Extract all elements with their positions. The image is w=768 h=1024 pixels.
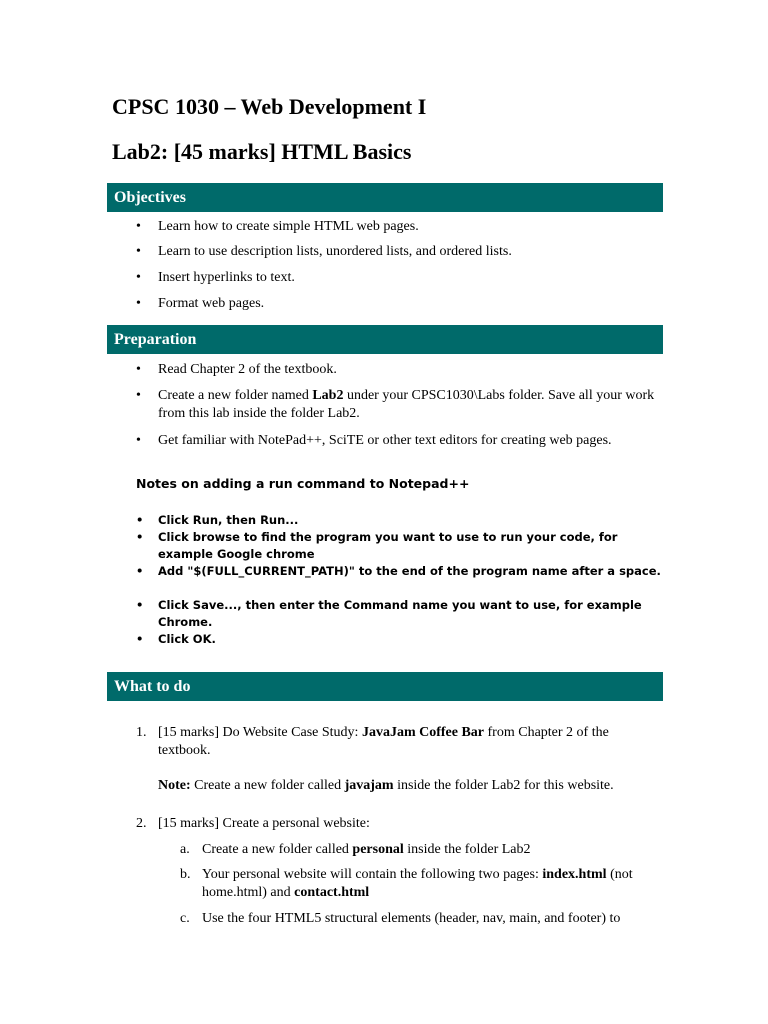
- what-to-do-heading: What to do: [107, 672, 663, 701]
- step-1-note: Note: Create a new folder called javajam inside the folder Lab2 for this website.: [158, 778, 614, 793]
- bullet-icon: •: [136, 388, 141, 403]
- bullet-icon: •: [136, 564, 144, 578]
- bullet-icon: •: [136, 270, 141, 285]
- bullet-icon: •: [136, 244, 141, 259]
- bullet-icon: •: [136, 632, 144, 646]
- bullet-icon: •: [136, 219, 141, 234]
- course-title: CPSC 1030 – Web Development I: [112, 94, 427, 119]
- bullet-icon: •: [136, 433, 141, 448]
- lab-title: Lab2: [45 marks] HTML Basics: [112, 139, 412, 164]
- bullet-icon: •: [136, 513, 144, 527]
- preparation-heading: Preparation: [107, 325, 663, 354]
- notes-title: Notes on adding a run command to Notepad++: [136, 476, 470, 491]
- bullet-icon: •: [136, 296, 141, 311]
- bullet-icon: •: [136, 530, 144, 544]
- objectives-heading: Objectives: [107, 183, 663, 212]
- bullet-icon: •: [136, 362, 141, 377]
- bullet-icon: •: [136, 598, 144, 612]
- document-page: CPSC 1030 – Web Development I Lab2: [45 marks] HTML Basics Objectives • Learn how to create simple HTML web pages. • Learn to use description lists, unordered lists, and ordered lists. • Insert hyperlinks to text. • Format web pages. Preparation • Read Chapter 2 of the textbook. • Create a new folder named Lab2 under your CPSC1030\Labs folder. Save all your work from this lab inside the folder Lab2. • Get familiar with NotePad++, SciTE or other text editors for creating web pages. Notes on adding a run command to Notepad++ • Click Run, then Run... • Click browse to find the program you want to use to run your code, for example Google chrome • Add "$(FULL_CURRENT_PATH)" to the end of the program name after a space. • Click Save..., then enter the Command name you want to use, for example Chrome. • Click OK. What to do 1. [15 marks] Do Website Case Study: JavaJam Coffee Bar from Chapter 2 of the textbook. Note: Create a new folder called javajam inside the folder Lab2 for this website. 2. [15 marks] Create a personal website: a. Create a new folder called personal inside the folder Lab2 b. Your personal website will contain the following two pages: index.html (not home.html) and contact.html c. Use the four HTML5 structural elements (header, nav, main, and footer) to: [0, 0, 768, 1024]
